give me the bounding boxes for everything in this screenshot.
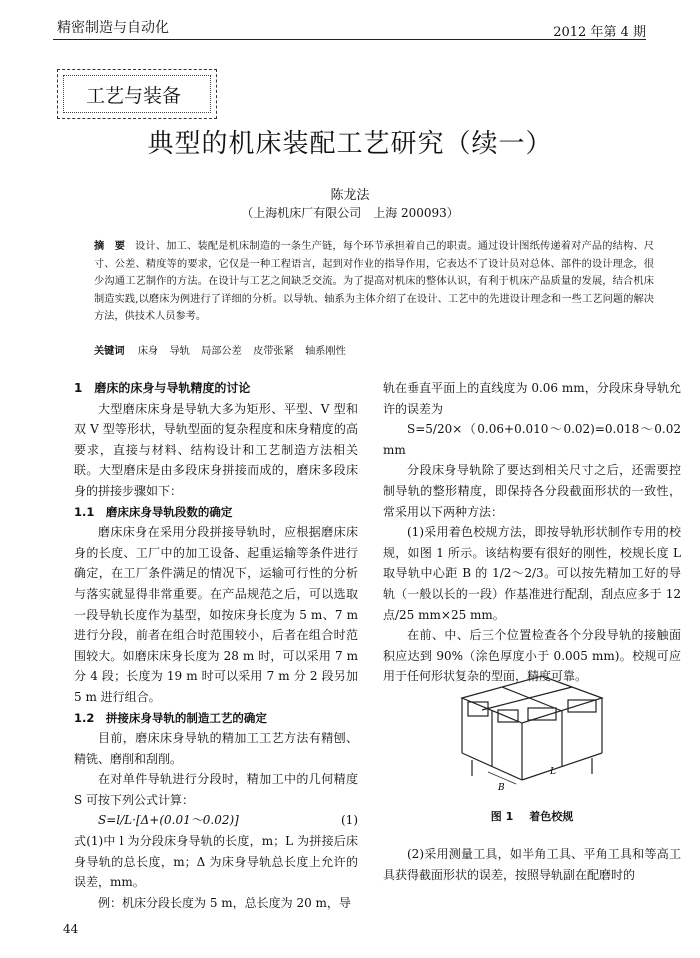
subsection-heading: 1.1 磨床床身导轨段数的确定 xyxy=(74,504,233,519)
paragraph: 轨在垂直平面上的直线度为 0.06 mm，分段床身导轨允许的误差为 xyxy=(383,381,681,416)
gauge-illustration xyxy=(452,668,612,793)
figure-label-l: L xyxy=(550,767,556,777)
calculation: S=5/20×（0.06+0.010～0.02)=0.018～0.02 mm xyxy=(383,422,681,457)
figure-number: 图 1 xyxy=(490,810,514,823)
header-rule xyxy=(53,39,646,40)
article-title: 典型的机床装配工艺研究（续一） xyxy=(147,129,553,159)
paragraph: 在前、中、后三个位置检查各个分段导轨的接触面积应达到 90%（涂色厚度小于 0.005 mm)。校规可应用于任何形状复杂的型面，精度可靠。 xyxy=(383,628,681,684)
keyword: 导轨 xyxy=(169,346,190,357)
formula: S=l/L·[Δ+(0.01～0.02)] xyxy=(98,813,239,828)
figure-gauge-drawing xyxy=(452,668,612,793)
keyword: 轴系刚性 xyxy=(305,346,346,357)
section-label: 工艺与装备 xyxy=(63,75,211,113)
abstract-text: 设计、加工、装配是机床制造的一条生产链，每个环节承担着自己的职责。通过设计图纸传递着对产品的结构、尺寸、公差、精度等的要求，它仅是一种工程语言，起到对作业的指导作用，它表达不了设计员对总体、部件的设计理念，很少沟通工艺制作的方法。在设计与工艺之间缺乏交流。为了提高对机床的整体认识，有利于机床产品质量的发展，结合机床制造实践,以磨床为例进行了详细的分析。以导轨、轴系为主体介绍了在设计、工艺中的先进设计理念和一些工艺问题的解决方法，供技术人员参考。 xyxy=(94,241,655,323)
paragraph: (2)采用测量工具，如半角工具、平角工具和等高工具获得截面形状的误差，按照导轨副在配磨时的 xyxy=(383,847,681,882)
left-column xyxy=(74,378,358,913)
keyword: 局部公差 xyxy=(201,346,242,357)
section-heading: 1 磨床的床身与导轨精度的讨论 xyxy=(74,381,251,395)
figure-caption-text: 着色校规 xyxy=(529,810,574,823)
abstract-label: 摘 要 xyxy=(94,241,126,252)
formula-number: (1) xyxy=(341,813,358,828)
keyword: 床身 xyxy=(137,346,159,357)
paragraph: 目前，磨床床身导轨的精加工工艺方法有精刨、精铣、磨削和刮削。 xyxy=(74,731,358,766)
paragraph: 大型磨床床身是导轨大多为矩形、平型、V 型和双 V 型等形状，导轨型面的复杂程度和床身精度的高要求，直接与材料、结构设计和工艺制造方法相关联。大型磨床是由多段床身拼接而成的，磨床多段床身的拼接步骤如下： xyxy=(74,401,358,498)
keywords-label: 关键词 xyxy=(94,346,125,357)
section-label-box xyxy=(57,69,217,119)
right-column-continued xyxy=(383,844,681,885)
keyword: 皮带张紧 xyxy=(253,346,294,357)
affiliation: （上海机床厂有限公司 上海 200093） xyxy=(241,206,459,220)
page-number: 44 xyxy=(63,922,79,936)
right-column xyxy=(383,378,681,687)
formula-line xyxy=(74,810,358,831)
figure-label-b: B xyxy=(498,783,505,793)
abstract xyxy=(94,238,654,326)
issue-label: 2012 年第 4 期 xyxy=(553,25,646,40)
journal-name: 精密制造与自动化 xyxy=(57,20,169,36)
paragraph: 在对单件导轨进行分段时，精加工中的几何精度 S 可按下列公式计算： xyxy=(74,772,358,807)
subsection-heading: 1.2 拼接床身导轨的制造工艺的确定 xyxy=(74,710,267,725)
paragraph: 分段床身导轨除了要达到相关尺寸之后，还需要控制导轨的整形精度，即保持各分段截面形状的一致性，常采用以下两种方法： xyxy=(383,463,681,519)
author: 陈龙法 xyxy=(330,188,370,203)
paragraph: 磨床床身在采用分段拼接导轨时，应根据磨床床身的长度、工厂中的加工设备、起重运输等条件进行确定，在工厂条件满足的情况下，运输可行性的分析与落实就显得非常重要。在产品规范之后，可以选取一段导轨长度作为基型，如按床身长度为 5 m、7 m 进行分段，前者在组合时范围较小，后者在组合时范围较大。如磨床床身长度为 28 m 时，可以采用 7 m 分 4 段；长度为 19 m 时可以采用 7 m 分 2 段另加 5 m 进行组合。 xyxy=(74,525,358,704)
paragraph: (1)采用着色校规方法，即按导轨形状制作专用的校规，如图 1 所示。该结构要有很好的刚性，校规长度 L 取导轨中心距 B 的 1/2～2/3。可以按先精加工好的导轨（一般以长的一段）作基准进行配刮，刮点应多于 12 点/25 mm×25 mm。 xyxy=(383,525,681,622)
paragraph: 式(1)中 l 为分段床身导轨的长度，m；L 为拼接后床身导轨的总长度，m；Δ 为床身导轨总长度上允许的误差，mm。 xyxy=(74,834,358,890)
figure-caption xyxy=(383,808,681,824)
keywords xyxy=(94,342,354,357)
paragraph: 例：机床分段长度为 5 m，总长度为 20 m，导 xyxy=(98,895,351,910)
